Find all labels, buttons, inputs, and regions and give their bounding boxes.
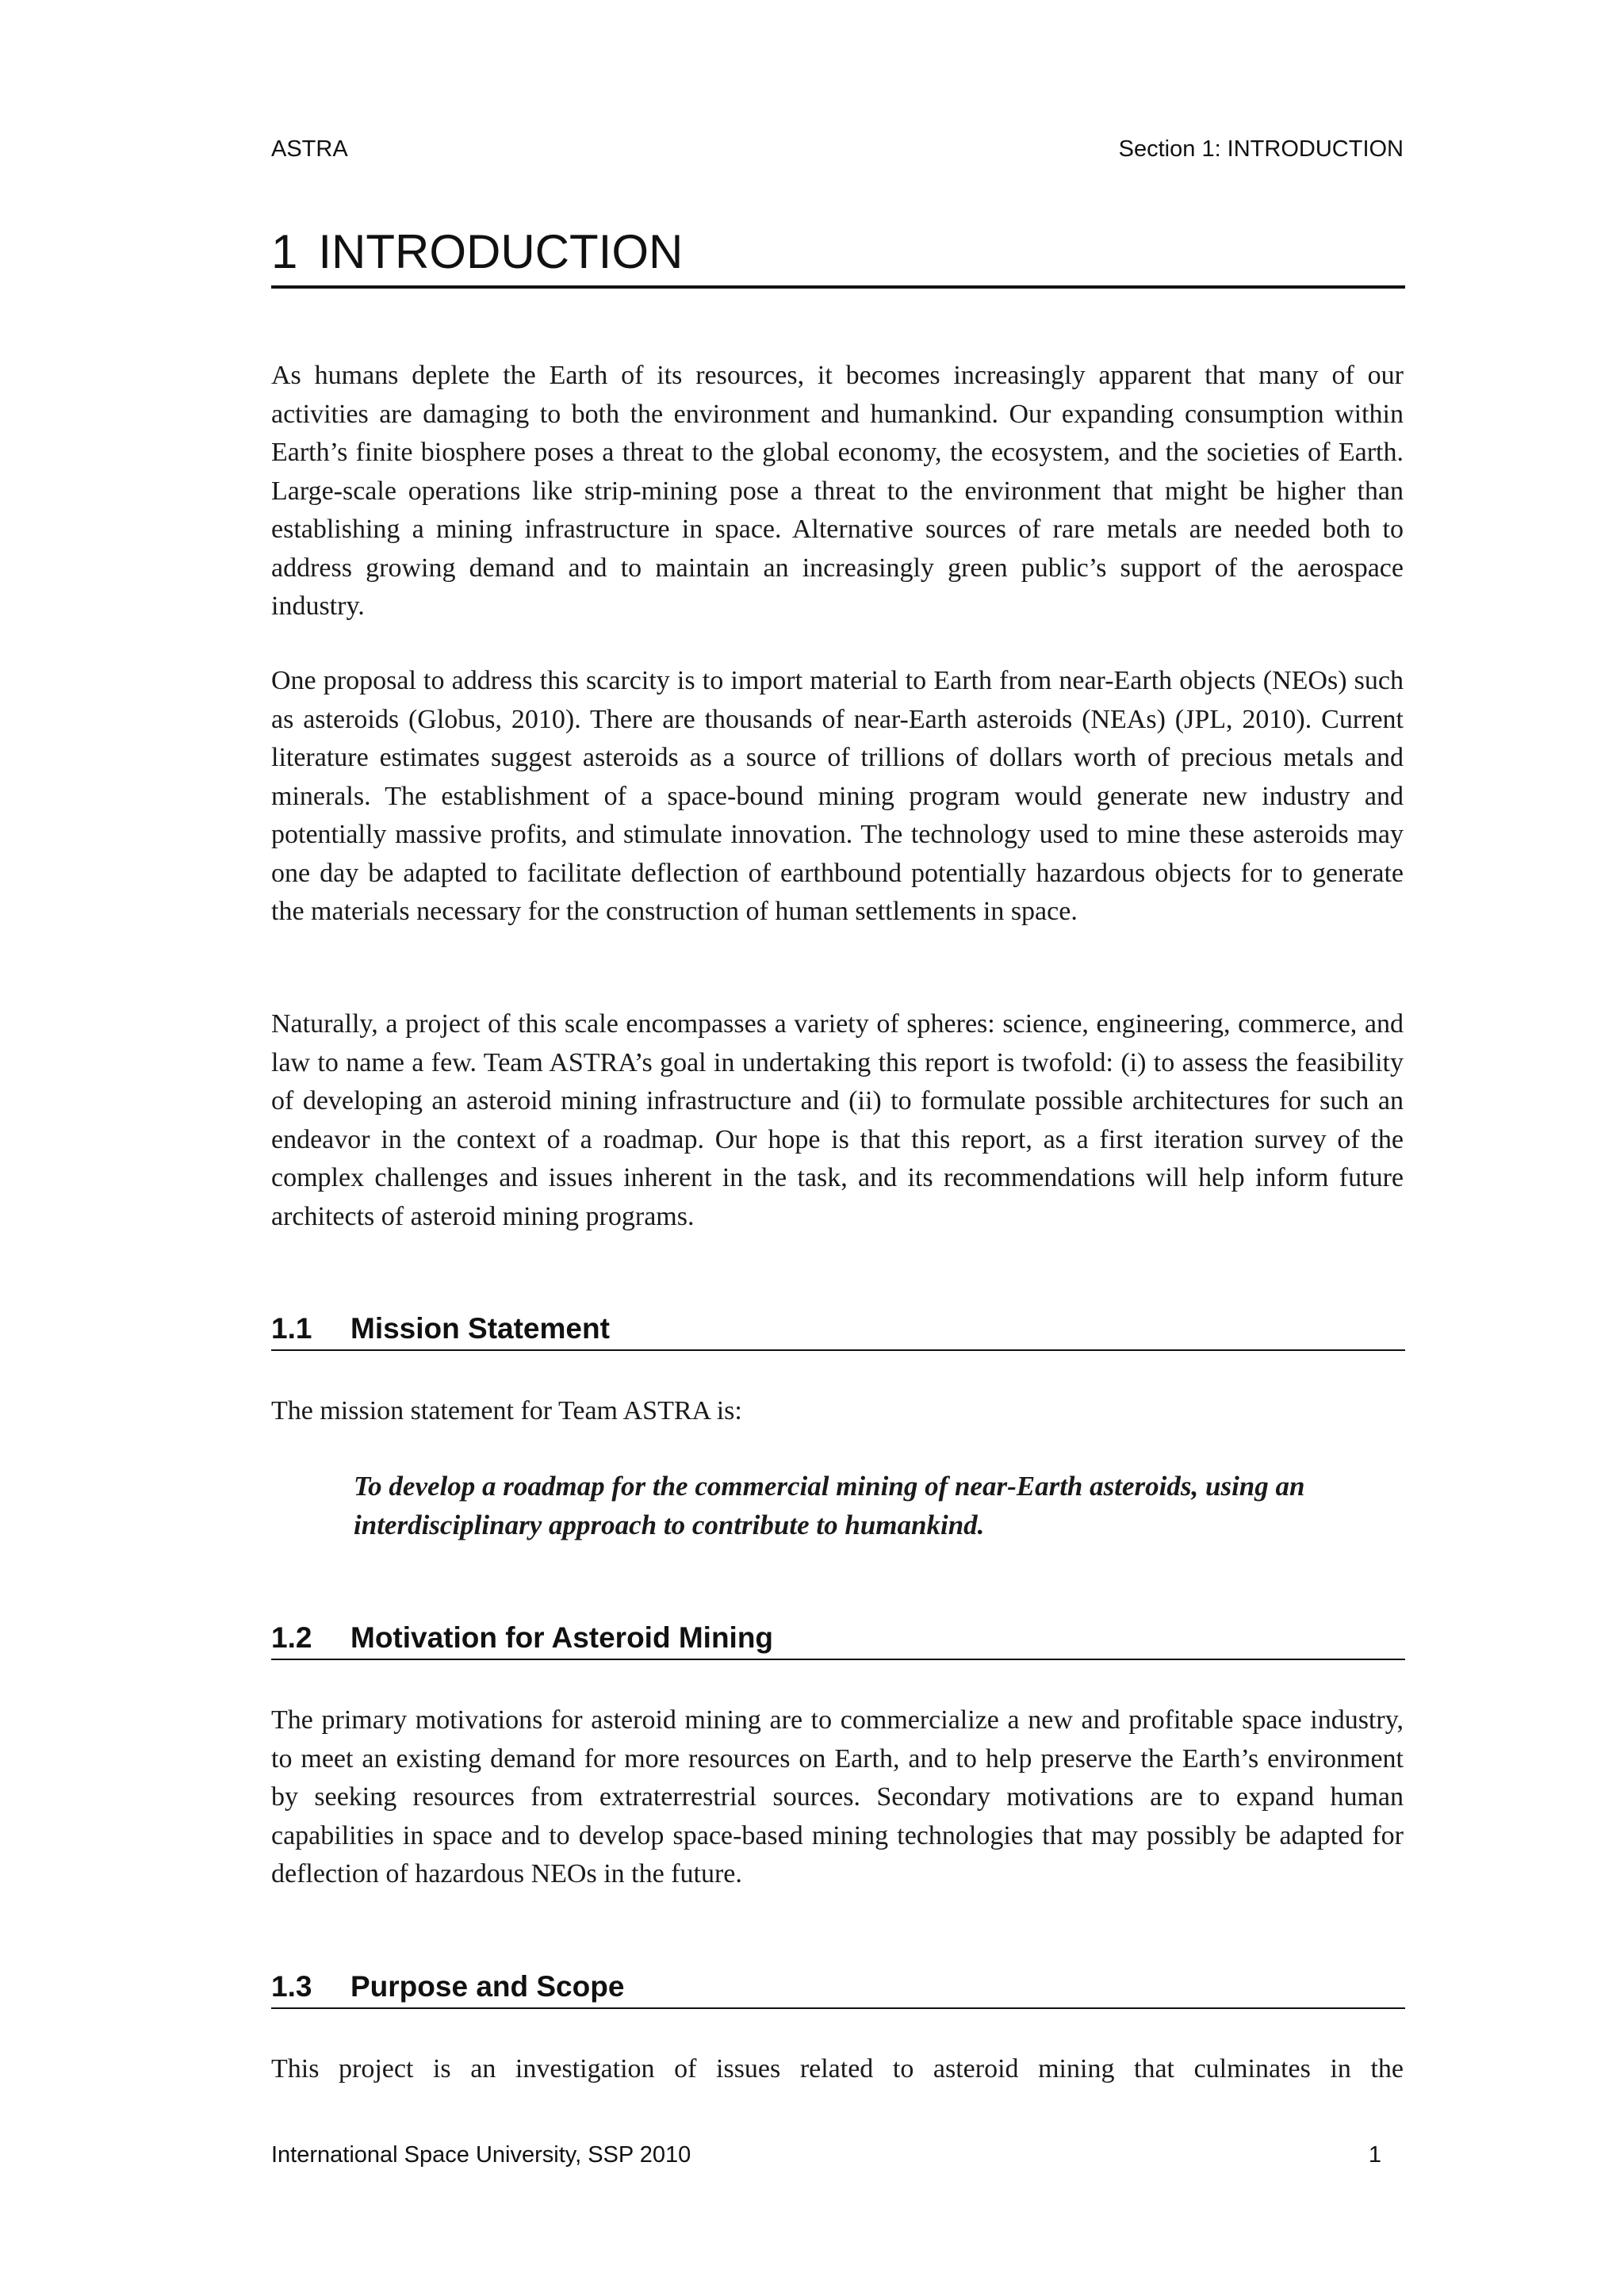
motivation-paragraph: The primary motivations for asteroid mining are to commercialize a new and profitable space industry, to meet an existing demand for more resources on Earth, and to help preserve the Earth’s environment by seeking resources from extraterrestrial sources. Secondary motivations are to expand human capabilities in space and to develop space-based mining technologies that may possibly be adapted for deflection of hazardous NEOs in the future. (271, 1705, 1404, 1888)
footer-institution: International Space University, SSP 2010 (271, 2142, 691, 2168)
chapter-title (271, 222, 1405, 289)
section-title: Mission Statement (350, 1312, 610, 1345)
chapter-number: 1 (271, 225, 298, 278)
purpose-scope-paragraph: This project is an investigation of issues related to asteroid mining that culminates in the (271, 2054, 1404, 2084)
section-heading-mission-statement (271, 1310, 1405, 1351)
page-number: 1 (1368, 2142, 1381, 2168)
running-header (271, 135, 1404, 163)
mission-statement-quote: To develop a roadmap for the commercial mining of near-Earth asteroids, using an interdisciplinary approach to contribute to humankind. (354, 1471, 1305, 1540)
section-number: 1.3 (271, 1970, 312, 2003)
section-heading-motivation (271, 1619, 1405, 1660)
intro-paragraph-3: Naturally, a project of this scale encompasses a variety of spheres: science, engineering, commerce, and law to name a few. Team ASTRA’s goal in undertaking this report is twofold: (i) to assess the feasibility of developing an asteroid mining infrastructure and (ii) to formulate possible architectures for such an endeavor in the context of a roadmap. Our hope is that this report, as a first iteration survey of the complex challenges and issues inherent in the task, and its recommendations will help inform future architects of asteroid mining programs. (271, 1009, 1404, 1231)
running-footer (271, 2141, 1381, 2169)
header-document-name: ASTRA (271, 136, 348, 162)
intro-paragraph-2: One proposal to address this scarcity is to import material to Earth from near-Earth objects (NEOs) such as asteroids (Globus, 2010). There are thousands of near-Earth asteroids (NEAs) (JPL, 2010). Current literature estimates suggest asteroids as a source of trillions of dollars worth of precious metals and minerals. The establishment of a space-bound mining program would generate new industry and potentially massive profits, and stimulate innovation. The technology used to mine these asteroids may one day be adapted to facilitate deflection of earthbound potentially hazardous objects for to generate the materials necessary for the construction of human settlements in space. (271, 666, 1404, 926)
section-title: Purpose and Scope (350, 1970, 625, 2003)
section-title: Motivation for Asteroid Mining (350, 1621, 774, 1654)
section-number: 1.2 (271, 1621, 312, 1654)
section-number: 1.1 (271, 1312, 312, 1345)
intro-paragraph-1: As humans deplete the Earth of its resources, it becomes increasingly apparent that many of our activities are damaging to both the environment and humankind. Our expanding consumption within Earth’s finite biosphere poses a threat to the global economy, the ecosystem, and the societies of Earth. Large-scale operations like strip-mining pose a threat to the environment that might be higher than establishing a mining infrastructure in space. Alternative sources of rare metals are needed both to address growing demand and to maintain an increasingly green public’s support of the aerospace industry. (271, 361, 1404, 621)
header-section-label: Section 1: INTRODUCTION (1118, 136, 1404, 162)
chapter-title-text: INTRODUCTION (318, 225, 684, 278)
section-heading-purpose-scope (271, 1968, 1405, 2009)
mission-intro-text: The mission statement for Team ASTRA is: (271, 1396, 742, 1425)
